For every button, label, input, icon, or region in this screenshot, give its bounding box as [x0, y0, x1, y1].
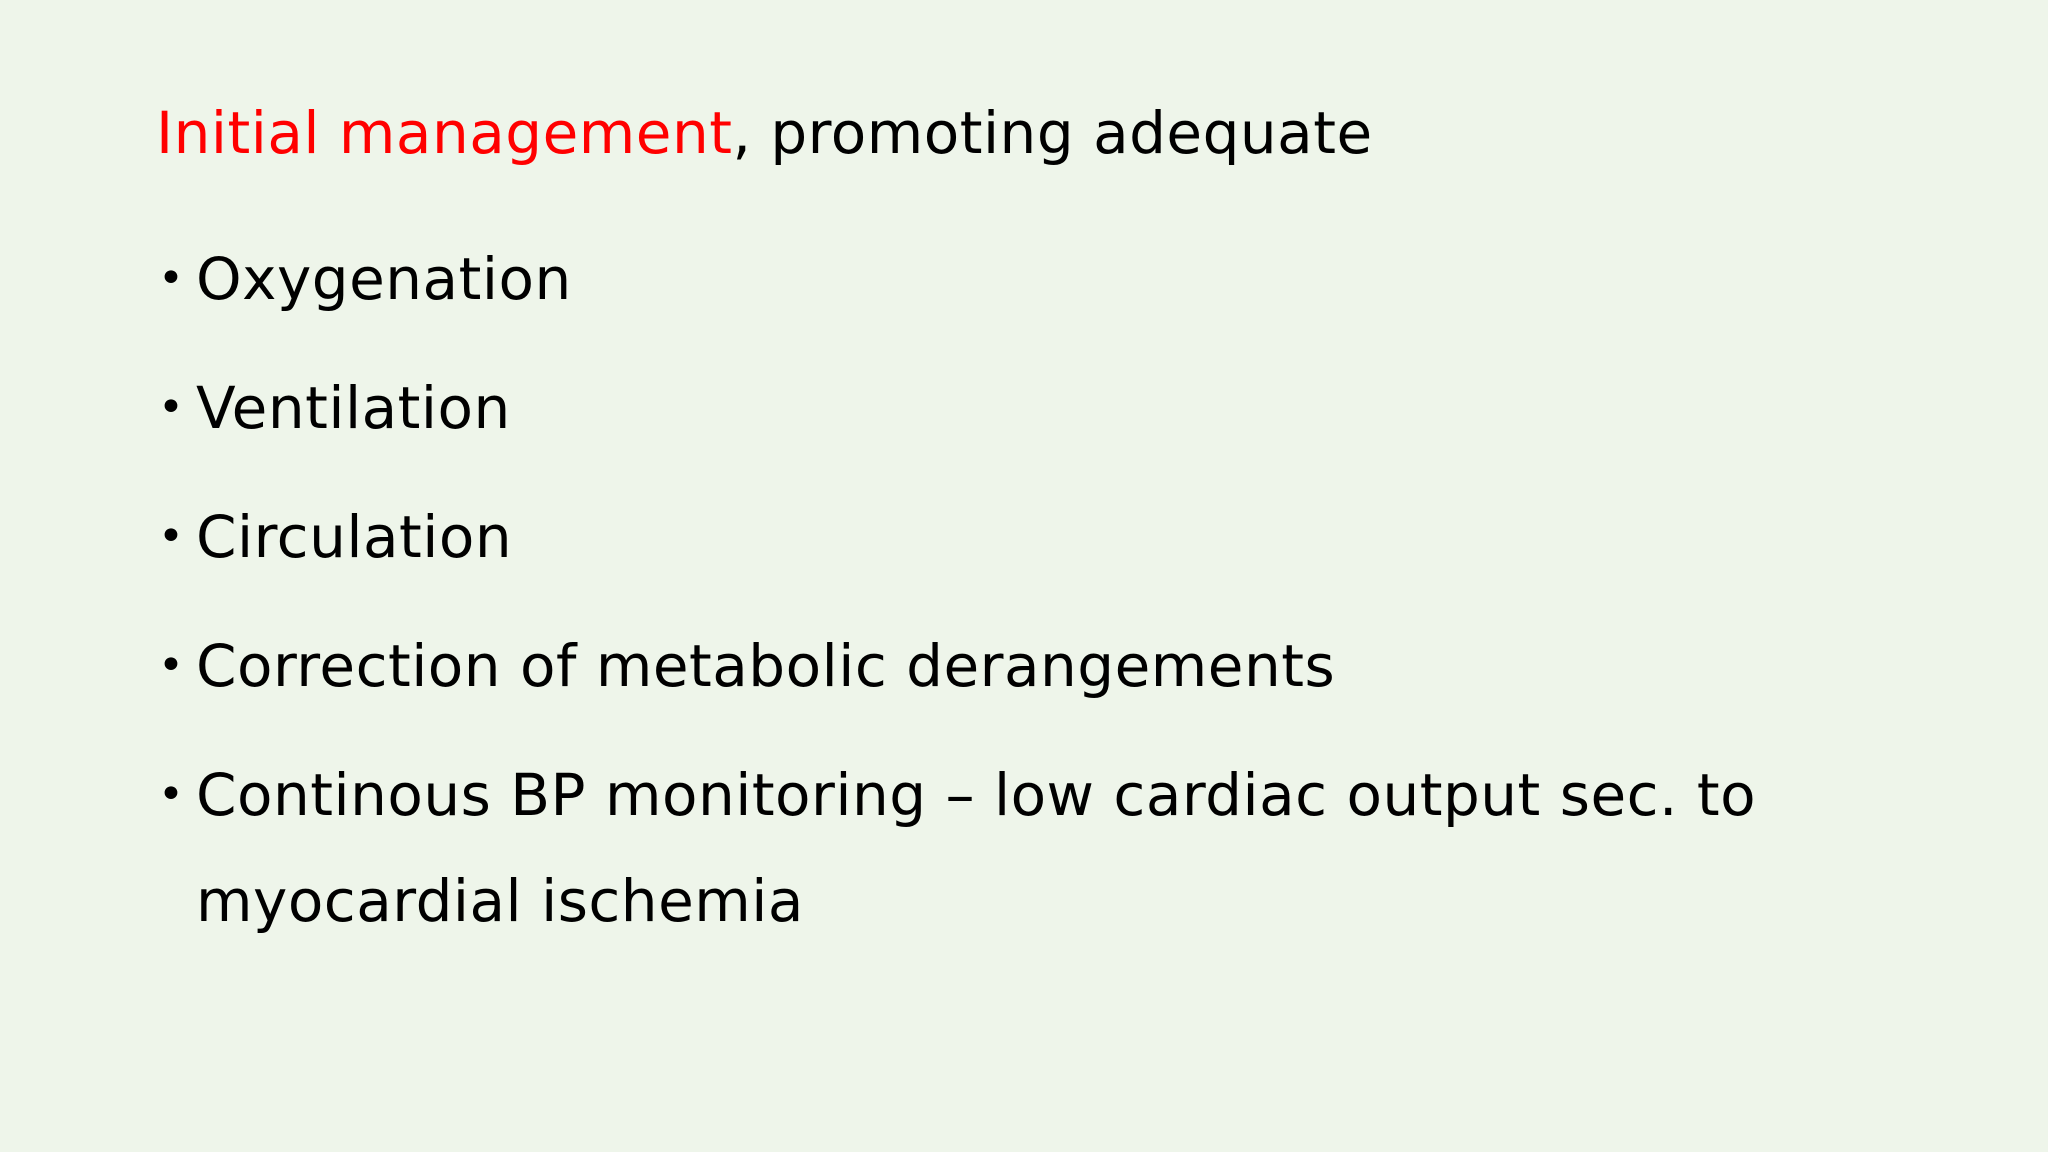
heading-accent-text: Initial management: [156, 99, 733, 167]
bullet-dot-icon: •: [158, 640, 185, 691]
bullet-dot-icon: •: [158, 253, 185, 304]
bullet-text: Oxygenation: [196, 245, 572, 313]
bullet-text: Circulation: [196, 503, 513, 571]
bullet-item-bp-monitoring: [156, 742, 1776, 954]
bullet-item-ventilation: [156, 355, 1776, 461]
bullet-list: [156, 226, 1776, 977]
bullet-item-oxygenation: [156, 226, 1776, 332]
bullet-item-circulation: [156, 484, 1776, 590]
heading-rest-text: , promoting adequate: [732, 99, 1373, 167]
slide-heading: [156, 98, 1373, 168]
bullet-dot-icon: •: [158, 511, 185, 562]
bullet-dot-icon: •: [158, 382, 185, 433]
bullet-item-metabolic: [156, 613, 1776, 719]
bullet-dot-icon: •: [158, 769, 185, 820]
bullet-text: Correction of metabolic derangements: [196, 632, 1336, 700]
bullet-text: Continous BP monitoring – low cardiac output sec. to myocardial ischemia: [196, 761, 1757, 935]
bullet-text: Ventilation: [196, 374, 511, 442]
